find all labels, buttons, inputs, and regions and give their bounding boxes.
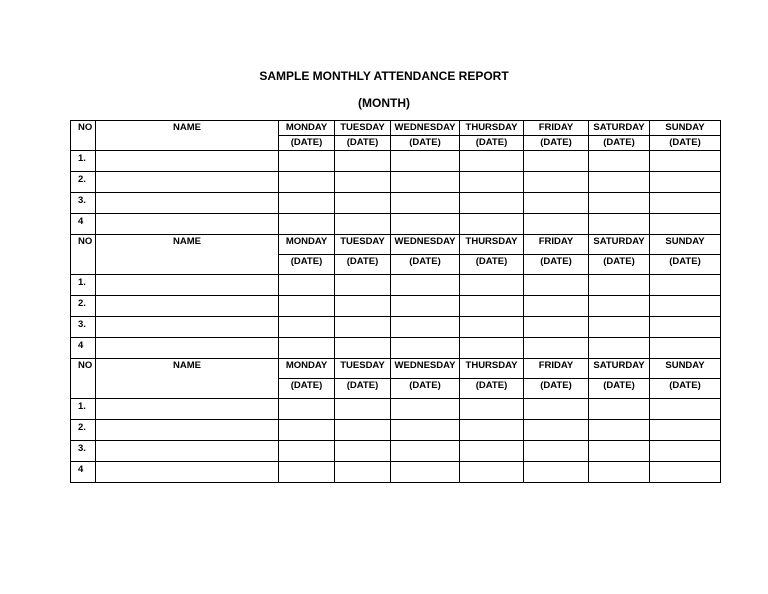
attendance-cell-friday[interactable] [524, 214, 589, 235]
day-header-wednesday: WEDNESDAY [391, 359, 460, 379]
attendance-cell-saturday[interactable] [589, 151, 650, 172]
attendance-cell-thursday[interactable] [460, 275, 524, 296]
date-header-sunday: (DATE) [650, 255, 721, 275]
name-cell[interactable] [96, 296, 279, 317]
attendance-cell-tuesday[interactable] [335, 275, 391, 296]
attendance-cell-thursday[interactable] [460, 420, 524, 441]
attendance-cell-thursday[interactable] [460, 462, 524, 483]
attendance-cell-wednesday[interactable] [391, 275, 460, 296]
attendance-cell-saturday[interactable] [589, 275, 650, 296]
name-cell[interactable] [96, 462, 279, 483]
row-number: 1. [71, 275, 96, 296]
attendance-cell-sunday[interactable] [650, 172, 721, 193]
row-number: 2. [71, 296, 96, 317]
row-number: 3. [71, 317, 96, 338]
day-header-friday: FRIDAY [524, 359, 589, 379]
name-cell[interactable] [96, 193, 279, 214]
attendance-cell-sunday[interactable] [650, 214, 721, 235]
day-header-tuesday: TUESDAY [335, 121, 391, 136]
attendance-cell-thursday[interactable] [460, 151, 524, 172]
attendance-cell-wednesday[interactable] [391, 399, 460, 420]
day-header-thursday: THURSDAY [460, 235, 524, 255]
attendance-cell-thursday[interactable] [460, 296, 524, 317]
attendance-cell-sunday[interactable] [650, 441, 721, 462]
attendance-cell-saturday[interactable] [589, 399, 650, 420]
date-header-monday: (DATE) [279, 136, 335, 151]
attendance-cell-thursday[interactable] [460, 214, 524, 235]
table-row [71, 317, 721, 338]
day-header-saturday: SATURDAY [589, 235, 650, 255]
name-cell[interactable] [96, 172, 279, 193]
attendance-cell-wednesday[interactable] [391, 441, 460, 462]
attendance-cell-saturday[interactable] [589, 317, 650, 338]
attendance-cell-tuesday[interactable] [335, 420, 391, 441]
attendance-cell-sunday[interactable] [650, 296, 721, 317]
table-row [71, 420, 721, 441]
attendance-cell-sunday[interactable] [650, 462, 721, 483]
attendance-cell-friday[interactable] [524, 399, 589, 420]
attendance-cell-friday[interactable] [524, 420, 589, 441]
attendance-cell-wednesday[interactable] [391, 462, 460, 483]
attendance-cell-tuesday[interactable] [335, 462, 391, 483]
attendance-cell-monday[interactable] [279, 296, 335, 317]
table-row [71, 462, 721, 483]
attendance-cell-friday[interactable] [524, 275, 589, 296]
name-cell[interactable] [96, 420, 279, 441]
attendance-cell-tuesday[interactable] [335, 317, 391, 338]
date-header-thursday: (DATE) [460, 379, 524, 399]
day-header-friday: FRIDAY [524, 121, 589, 136]
attendance-cell-wednesday[interactable] [391, 317, 460, 338]
attendance-cell-thursday[interactable] [460, 317, 524, 338]
table-row [71, 296, 721, 317]
date-header-thursday: (DATE) [460, 136, 524, 151]
attendance-cell-friday[interactable] [524, 317, 589, 338]
date-header-saturday: (DATE) [589, 136, 650, 151]
row-number: 2. [71, 172, 96, 193]
attendance-cell-saturday[interactable] [589, 172, 650, 193]
table-row [71, 275, 721, 296]
section-header-row [71, 359, 721, 379]
attendance-cell-tuesday[interactable] [335, 172, 391, 193]
attendance-cell-wednesday[interactable] [391, 296, 460, 317]
date-header-friday: (DATE) [524, 136, 589, 151]
day-header-monday: MONDAY [279, 235, 335, 255]
date-header-tuesday: (DATE) [335, 136, 391, 151]
attendance-cell-sunday[interactable] [650, 193, 721, 214]
name-header: NAME [96, 121, 279, 151]
attendance-cell-thursday[interactable] [460, 399, 524, 420]
attendance-cell-tuesday[interactable] [335, 151, 391, 172]
date-header-friday: (DATE) [524, 255, 589, 275]
report-subtitle: (MONTH) [358, 96, 410, 110]
date-header-wednesday: (DATE) [391, 136, 460, 151]
date-header-monday: (DATE) [279, 379, 335, 399]
table-row [71, 193, 721, 214]
name-cell[interactable] [96, 151, 279, 172]
row-number: 1. [71, 399, 96, 420]
attendance-cell-tuesday[interactable] [335, 399, 391, 420]
attendance-cell-monday[interactable] [279, 317, 335, 338]
day-header-monday: MONDAY [279, 121, 335, 136]
day-header-thursday: THURSDAY [460, 359, 524, 379]
attendance-cell-wednesday[interactable] [391, 193, 460, 214]
attendance-cell-monday[interactable] [279, 441, 335, 462]
attendance-cell-monday[interactable] [279, 275, 335, 296]
attendance-cell-tuesday[interactable] [335, 214, 391, 235]
attendance-cell-wednesday[interactable] [391, 151, 460, 172]
attendance-cell-saturday[interactable] [589, 296, 650, 317]
table-row [71, 172, 721, 193]
date-header-friday: (DATE) [524, 379, 589, 399]
table-row [71, 441, 721, 462]
attendance-cell-monday[interactable] [279, 338, 335, 359]
table-row [71, 338, 721, 359]
attendance-cell-monday[interactable] [279, 420, 335, 441]
no-header: NO [71, 359, 96, 399]
date-header-sunday: (DATE) [650, 379, 721, 399]
section-header-row [71, 235, 721, 255]
name-cell[interactable] [96, 441, 279, 462]
attendance-cell-friday[interactable] [524, 441, 589, 462]
attendance-cell-monday[interactable] [279, 462, 335, 483]
row-number: 3. [71, 193, 96, 214]
row-number: 2. [71, 420, 96, 441]
report-title: SAMPLE MONTHLY ATTENDANCE REPORT [259, 69, 509, 83]
date-header-wednesday: (DATE) [391, 379, 460, 399]
date-header-thursday: (DATE) [460, 255, 524, 275]
attendance-cell-friday[interactable] [524, 462, 589, 483]
day-header-sunday: SUNDAY [650, 121, 721, 136]
no-header: NO [71, 121, 96, 151]
attendance-cell-saturday[interactable] [589, 193, 650, 214]
attendance-cell-tuesday[interactable] [335, 296, 391, 317]
table-row [71, 214, 721, 235]
day-header-friday: FRIDAY [524, 235, 589, 255]
row-number: 4 [71, 338, 96, 359]
attendance-cell-tuesday[interactable] [335, 441, 391, 462]
attendance-cell-saturday[interactable] [589, 338, 650, 359]
attendance-cell-sunday[interactable] [650, 399, 721, 420]
attendance-cell-saturday[interactable] [589, 214, 650, 235]
day-header-saturday: SATURDAY [589, 121, 650, 136]
attendance-cell-sunday[interactable] [650, 338, 721, 359]
day-header-tuesday: TUESDAY [335, 359, 391, 379]
attendance-cell-monday[interactable] [279, 172, 335, 193]
day-header-monday: MONDAY [279, 359, 335, 379]
attendance-cell-monday[interactable] [279, 399, 335, 420]
date-header-saturday: (DATE) [589, 379, 650, 399]
day-header-sunday: SUNDAY [650, 359, 721, 379]
name-cell[interactable] [96, 275, 279, 296]
name-cell[interactable] [96, 399, 279, 420]
attendance-cell-thursday[interactable] [460, 338, 524, 359]
attendance-cell-monday[interactable] [279, 193, 335, 214]
attendance-cell-monday[interactable] [279, 214, 335, 235]
attendance-cell-tuesday[interactable] [335, 338, 391, 359]
attendance-cell-friday[interactable] [524, 338, 589, 359]
no-header: NO [71, 235, 96, 275]
attendance-cell-sunday[interactable] [650, 420, 721, 441]
attendance-cell-thursday[interactable] [460, 172, 524, 193]
date-header-tuesday: (DATE) [335, 379, 391, 399]
attendance-cell-saturday[interactable] [589, 441, 650, 462]
attendance-cell-tuesday[interactable] [335, 193, 391, 214]
table-row [71, 151, 721, 172]
date-header-tuesday: (DATE) [335, 255, 391, 275]
attendance-cell-friday[interactable] [524, 193, 589, 214]
attendance-cell-saturday[interactable] [589, 420, 650, 441]
attendance-cell-wednesday[interactable] [391, 420, 460, 441]
attendance-cell-friday[interactable] [524, 151, 589, 172]
attendance-table [70, 120, 721, 483]
attendance-cell-monday[interactable] [279, 151, 335, 172]
attendance-cell-thursday[interactable] [460, 193, 524, 214]
day-header-saturday: SATURDAY [589, 359, 650, 379]
attendance-cell-wednesday[interactable] [391, 214, 460, 235]
date-header-wednesday: (DATE) [391, 255, 460, 275]
day-header-thursday: THURSDAY [460, 121, 524, 136]
name-header: NAME [96, 235, 279, 275]
attendance-cell-friday[interactable] [524, 172, 589, 193]
name-cell[interactable] [96, 338, 279, 359]
date-header-sunday: (DATE) [650, 136, 721, 151]
date-header-saturday: (DATE) [589, 255, 650, 275]
attendance-cell-thursday[interactable] [460, 441, 524, 462]
row-number: 3. [71, 441, 96, 462]
attendance-cell-saturday[interactable] [589, 462, 650, 483]
attendance-cell-wednesday[interactable] [391, 338, 460, 359]
attendance-cell-sunday[interactable] [650, 275, 721, 296]
attendance-cell-sunday[interactable] [650, 317, 721, 338]
row-number: 1. [71, 151, 96, 172]
attendance-cell-friday[interactable] [524, 296, 589, 317]
attendance-cell-wednesday[interactable] [391, 172, 460, 193]
name-cell[interactable] [96, 317, 279, 338]
day-header-wednesday: WEDNESDAY [391, 121, 460, 136]
day-header-tuesday: TUESDAY [335, 235, 391, 255]
day-header-sunday: SUNDAY [650, 235, 721, 255]
attendance-cell-sunday[interactable] [650, 151, 721, 172]
day-header-wednesday: WEDNESDAY [391, 235, 460, 255]
name-cell[interactable] [96, 214, 279, 235]
row-number: 4 [71, 214, 96, 235]
row-number: 4 [71, 462, 96, 483]
table-row [71, 399, 721, 420]
date-header-monday: (DATE) [279, 255, 335, 275]
section-header-row [71, 121, 721, 136]
name-header: NAME [96, 359, 279, 399]
